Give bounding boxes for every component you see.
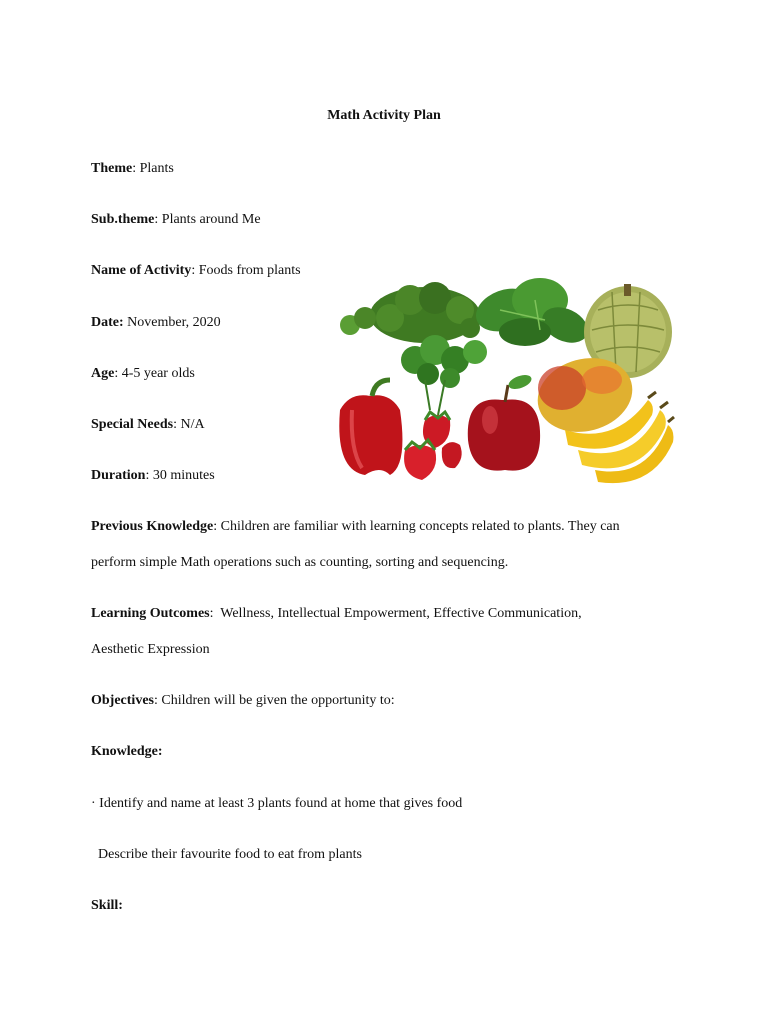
section-text: : Children will be given the opportunity to: [153,693,395,708]
field-label: Age [91,366,115,381]
section-text: : Children are familiar with learning concepts related to plants. They can [213,519,620,534]
knowledge-item: Describe their favourite food to eat from plants [91,847,362,862]
spinach-icon [470,278,594,350]
section-heading: Knowledge: [91,744,163,759]
section-label: Previous Knowledge [91,519,214,534]
field-separator: : [114,366,122,381]
field-value: N/A [180,417,205,432]
field-value: Foods from plants [198,263,301,278]
field-label: Sub.theme [91,212,155,227]
field-value: Plants [139,161,174,176]
field-value: 30 minutes [152,468,215,483]
objectives [91,691,395,711]
field-separator: : [191,263,199,278]
page-title: Math Activity Plan [327,108,441,123]
apple-icon [468,372,540,470]
knowledge-heading [91,742,163,762]
section-label: Learning Outcomes [91,606,210,621]
fruits-vegetables-image [330,270,675,485]
field-separator: : [145,468,153,483]
field-age [91,364,195,384]
field-activity-name [91,261,301,281]
field-label: Theme [91,161,133,176]
kale-icon [340,282,480,343]
field-value: Plants around Me [161,212,261,227]
skill-heading [91,896,123,916]
field-separator: : [154,212,162,227]
learning-outcomes-continued: Aesthetic Expression [91,642,210,657]
section-label: Objectives [91,693,154,708]
field-label: Duration [91,468,146,483]
field-theme [91,159,174,179]
field-separator: : [132,161,140,176]
field-duration [91,466,215,486]
field-label: Date: [91,315,124,330]
field-label: Special Needs [91,417,174,432]
field-subtheme [91,210,261,230]
previous-knowledge-continued: perform simple Math operations such as counting, sorting and sequencing. [91,555,509,570]
field-separator: : [173,417,181,432]
cilantro-icon [401,335,487,415]
learning-outcomes [91,604,582,624]
field-value: November, 2020 [127,315,221,330]
strawberries-icon [404,412,462,480]
previous-knowledge [91,517,620,537]
section-heading: Skill: [91,898,123,913]
field-value: 4-5 year olds [121,366,195,381]
section-text: : Wellness, Intellectual Empowerment, Effective Communication, [209,606,582,621]
field-special-needs [91,415,205,435]
knowledge-item: · Identify and name at least 3 plants found at home that gives food [91,796,463,811]
field-date [91,313,221,333]
field-label: Name of Activity [91,263,192,278]
red-pepper-icon [339,380,402,475]
